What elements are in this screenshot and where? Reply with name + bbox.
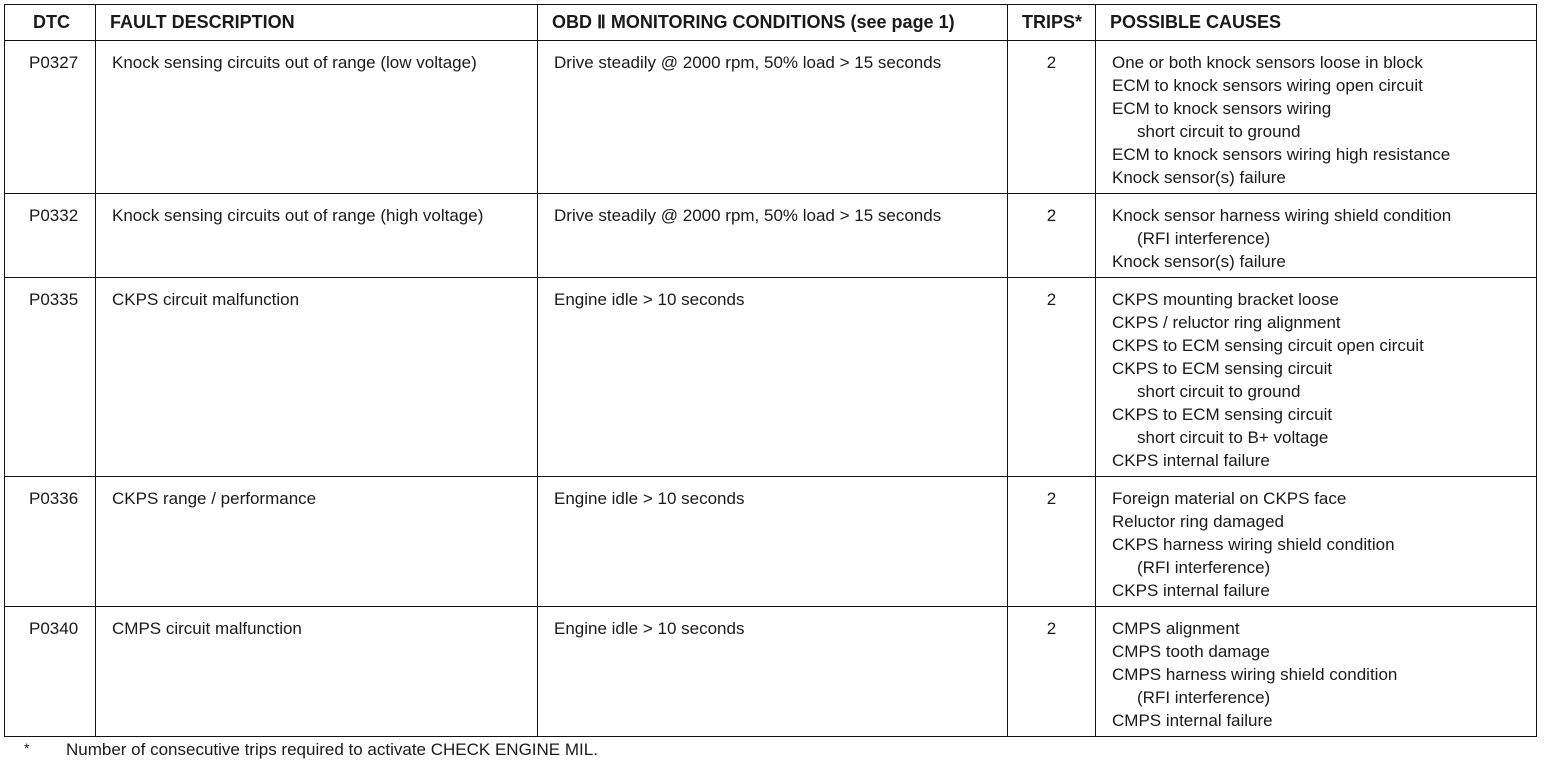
cause-line: CMPS harness wiring shield condition	[1112, 665, 1398, 684]
cause-line: Knock sensor(s) failure	[1112, 252, 1286, 271]
cause-line: Reluctor ring damaged	[1112, 512, 1284, 531]
cause-line: CKPS / reluctor ring alignment	[1112, 313, 1341, 332]
fault-description: CKPS circuit malfunction	[96, 278, 538, 477]
table-row	[5, 477, 1537, 607]
trips-count: 2	[1008, 607, 1096, 737]
possible-causes	[1096, 41, 1537, 194]
trips-count: 2	[1008, 477, 1096, 607]
fault-description: CKPS range / performance	[96, 477, 538, 607]
header-fault-description: FAULT DESCRIPTION	[96, 5, 538, 41]
trips-count: 2	[1008, 278, 1096, 477]
fault-description: CMPS circuit malfunction	[96, 607, 538, 737]
cause-line: One or both knock sensors loose in block	[1112, 53, 1423, 72]
cause-line: short circuit to ground	[1137, 122, 1301, 141]
cause-line: (RFI interference)	[1137, 558, 1271, 577]
footnote	[24, 740, 598, 760]
cause-line: CKPS to ECM sensing circuit	[1112, 405, 1333, 424]
monitoring-conditions: Engine idle > 10 seconds	[538, 278, 1008, 477]
dtc-code: P0335	[5, 278, 96, 477]
possible-causes	[1096, 607, 1537, 737]
table-row	[5, 41, 1537, 194]
cause-line: ECM to knock sensors wiring open circuit	[1112, 76, 1423, 95]
monitoring-conditions: Engine idle > 10 seconds	[538, 607, 1008, 737]
trips-count: 2	[1008, 194, 1096, 278]
footnote-mark: *	[24, 740, 30, 756]
dtc-code: P0340	[5, 607, 96, 737]
cause-line: short circuit to B+ voltage	[1137, 428, 1329, 447]
dtc-code: P0332	[5, 194, 96, 278]
possible-causes	[1096, 278, 1537, 477]
fault-description: Knock sensing circuits out of range (low voltage)	[96, 41, 538, 194]
possible-causes	[1096, 194, 1537, 278]
monitoring-conditions: Drive steadily @ 2000 rpm, 50% load > 15 seconds	[538, 41, 1008, 194]
cause-line: CKPS harness wiring shield condition	[1112, 535, 1395, 554]
dtc-code: P0336	[5, 477, 96, 607]
cause-line: CKPS internal failure	[1112, 451, 1270, 470]
header-possible-causes: POSSIBLE CAUSES	[1096, 5, 1537, 41]
header-trips: TRIPS*	[1008, 5, 1096, 41]
cause-line: CKPS internal failure	[1112, 581, 1270, 600]
monitoring-conditions: Engine idle > 10 seconds	[538, 477, 1008, 607]
cause-line: Knock sensor harness wiring shield condition	[1112, 206, 1452, 225]
cause-line: CMPS internal failure	[1112, 711, 1273, 730]
table-row	[5, 278, 1537, 477]
footnote-text: Number of consecutive trips required to activate CHECK ENGINE MIL.	[66, 740, 598, 759]
table-row	[5, 194, 1537, 278]
fault-description: Knock sensing circuits out of range (high voltage)	[96, 194, 538, 278]
cause-line: (RFI interference)	[1137, 688, 1271, 707]
trips-count: 2	[1008, 41, 1096, 194]
monitoring-conditions: Drive steadily @ 2000 rpm, 50% load > 15 seconds	[538, 194, 1008, 278]
cause-line: ECM to knock sensors wiring	[1112, 99, 1332, 118]
header-dtc: DTC	[5, 5, 96, 41]
cause-line: CKPS to ECM sensing circuit	[1112, 359, 1333, 378]
cause-line: (RFI interference)	[1137, 229, 1271, 248]
possible-causes	[1096, 477, 1537, 607]
cause-line: short circuit to ground	[1137, 382, 1301, 401]
dtc-table	[4, 4, 1537, 737]
cause-line: CMPS tooth damage	[1112, 642, 1270, 661]
cause-line: CKPS to ECM sensing circuit open circuit	[1112, 336, 1424, 355]
cause-line: Foreign material on CKPS face	[1112, 489, 1347, 508]
header-row	[5, 5, 1537, 41]
table-row	[5, 607, 1537, 737]
dtc-code: P0327	[5, 41, 96, 194]
cause-line: ECM to knock sensors wiring high resistance	[1112, 145, 1451, 164]
cause-line: CMPS alignment	[1112, 619, 1240, 638]
cause-line: CKPS mounting bracket loose	[1112, 290, 1339, 309]
header-monitoring-conditions: OBD Ⅱ MONITORING CONDITIONS (see page 1)	[538, 5, 1008, 41]
cause-line: Knock sensor(s) failure	[1112, 168, 1286, 187]
